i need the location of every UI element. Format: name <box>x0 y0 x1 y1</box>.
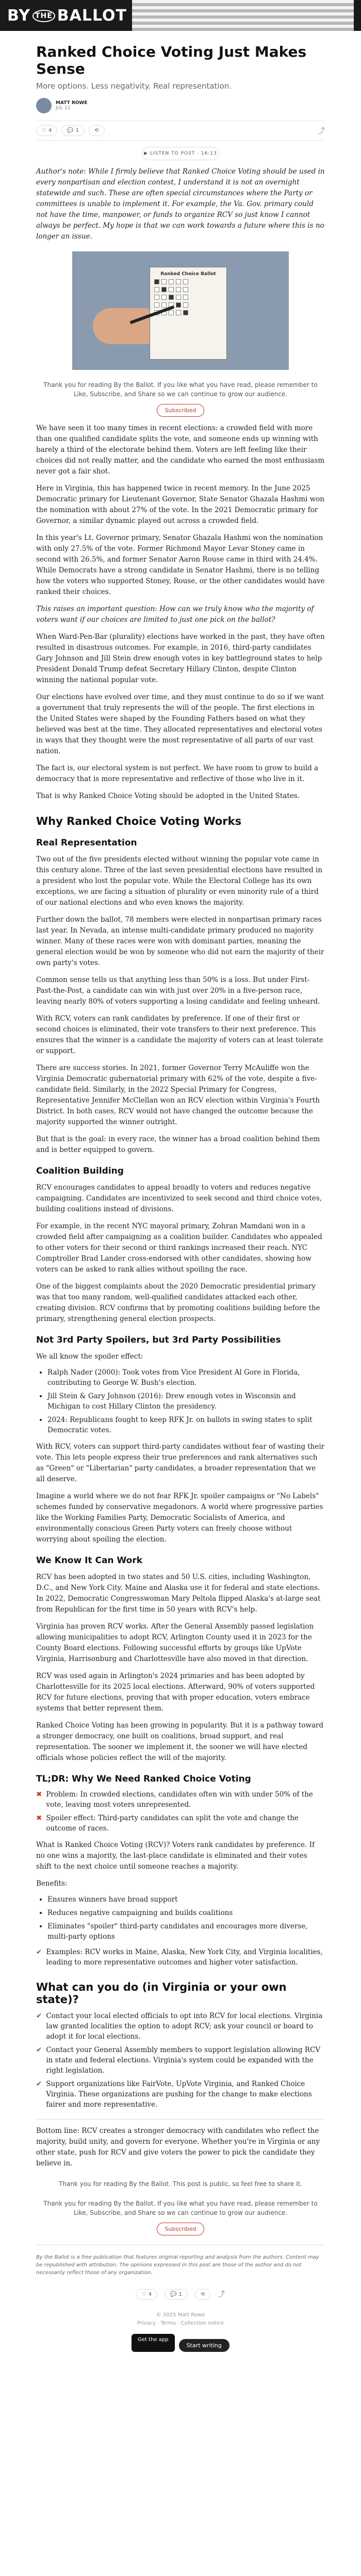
body-paragraph: Our elections have evolved over time, and they must continue to do so if we want a government that truly represents the will of the people. The first elections in the United States were shaped by the Founding Fathers based on what they believed was best at the time. They allocated representatives and electoral votes in ways that they thought were the most representative of all parts of our vast nation. <box>36 693 324 755</box>
body-paragraph: We have seen it too many times in recent elections: a crowded field with more than one qualified candidate splits the vote, and someone ends up winning with barely a third of the electorate behind them. Voters are left feeling like their choices did not really matter, and the candidate who earned the most enthusiasm never got a fair shot. <box>36 424 325 476</box>
spoiler-list <box>36 1367 325 1435</box>
like-button[interactable]: ♡ 4 <box>36 125 57 136</box>
post-actions <box>36 121 325 141</box>
heart-icon: ♡ <box>42 128 46 133</box>
restack-button[interactable] <box>89 125 104 136</box>
list-item: • Ralph Nader (2000): Took votes from Vice President Al Gore in Florida, contributing to George W. Bush's election. <box>47 1367 325 1388</box>
bottom-actions <box>36 2289 325 2300</box>
article <box>36 43 325 2367</box>
article-subtitle: More options. Less negativity. Real representation. <box>36 81 232 91</box>
body-paragraph: Common sense tells us that anything less than 50% is a loss. But under First-Past-the-Post, a candidate can win with just over 20% in a five-person race, leaving nearly 80% of voters supporting a losing candidate and feeling unheard. <box>36 976 320 1006</box>
problem-list <box>36 1789 325 1834</box>
body-paragraph: The fact is, our electoral system is not perfect. We have room to grow to build a democracy that is more representative and reflective of those who live in it. <box>36 764 319 783</box>
publication-banner[interactable] <box>0 0 361 31</box>
body-paragraph: Further down the ballot, 78 members were elected in nonpartisan primary races last year. In Nevada, an intense multi-candidate primary produced no majority winner. Many of these races were won with dominant parties, meaning the general election would be won by someone who did not earn the majority of their own party's votes. <box>36 916 324 967</box>
body-paragraph: One of the biggest complaints about the 2020 Democratic presidential primary was that too many random, well-qualified candidates attacked each other, creating division. RCV confirms that by promoting coalitions building before the primary, strengthening general election prospects. <box>36 1282 320 1323</box>
body-paragraph: RCV has been adopted in two states and 50 U.S. cities, including Washington, D.C., and New York City. Maine and Alaska use it for federal and state elections. In 2022, Democratic Congresswoman Mary Peltola flipped Alaska's at-large seat from Republican for the first time in 50 years with RCV's help. <box>36 1573 321 1614</box>
restack-icon: ⟲ <box>200 2292 205 2297</box>
like-button[interactable]: ♡ 4 <box>136 2289 157 2300</box>
app-bar <box>36 2334 325 2367</box>
body-paragraph: But that is the goal: in every race, the winner has a broad coalition behind them and is better equipped to govern. <box>36 1135 320 1154</box>
list-item: ✔ Contact your General Assembly members to support legislation allowing RCV in state and federal elections. Virginia's system could be expanded with the right legislation. <box>36 2046 321 2075</box>
list-item: • Ensures winners have broad support <box>47 1894 325 1905</box>
comment-button[interactable]: 💬 1 <box>165 2289 188 2300</box>
check-icon: ✔ <box>36 2012 42 2020</box>
author-name[interactable]: MATT ROWE <box>56 100 88 106</box>
body-paragraph: In this year's Lt. Governor primary, Senator Ghazala Hashmi won the nomination with only 27.5% of the vote. Former Richmond Mayor Levar Stoney came in second with 26.5%, and former Senator Aaron Rouse came in third with 24.4%. While Democrats have a strong candidate in Senator Hashmi, there is no telling how the voters who supported Stoney, Rouse, or the other candidates would have ranked their choices. <box>36 534 325 596</box>
body-paragraph: RCV was used again in Arlington's 2024 primaries and has been adopted by Charlottesville for its 2025 local elections. Afterward, 90% of voters supported RCV for future elections, proving that with proper education, voters embrace systems that better represent them. <box>36 1672 315 1713</box>
listen-button[interactable]: ▶ LISTEN TO POST · 16:13 <box>142 147 219 160</box>
author-avatar[interactable] <box>36 98 52 113</box>
body-paragraph: Two out of the five presidents elected without winning the popular vote came in this century alone. Three of the last seven presidential elections have resulted in a president who lost the popular vote. While the Electoral College has its own exceptions, we are facing a situation of plurality or even minority rule of a third of our national elections and who even knows the majority. <box>36 855 323 907</box>
section-heading: Why Ranked Choice Voting Works <box>36 815 242 827</box>
flag-graphic <box>132 0 354 31</box>
ballot-graphic: Ranked Choice Ballot <box>150 267 227 360</box>
byline <box>36 98 325 113</box>
comment-icon: 💬 <box>67 128 74 133</box>
subsection-heading: Not 3rd Party Spoilers, but 3rd Party Possibilities <box>36 1335 281 1345</box>
publish-date: JUL 12 <box>56 106 71 111</box>
action-list <box>36 2011 325 2110</box>
subscribe-text: Thank you for reading By the Ballot. If you like what you have read, please remember to Like, Subscribe, and Share so we can continue to grow our audience. <box>43 381 318 398</box>
body-paragraph: For example, in the recent NYC mayoral primary, Zohran Mamdani won in a crowded field after campaigning as a coalition builder. Candidates who appealed to other voters for their second or third rankings increased their reach. NYC Comptroller Brad Lander cross-endorsed with other candidates, showing how voters can be asked to rank allies without spoiling the race. <box>36 1222 322 1274</box>
list-item: • Reduces negative campaigning and builds coalitions <box>47 1908 325 1918</box>
subsection-heading: Real Representation <box>36 838 137 848</box>
body-paragraph: With RCV, voters can rank candidates by preference. If one of their first or second choices is eliminated, their vote transfers to their next preference. This ensures that the winner is a candidate the majority of voters can at least tolerate or support. <box>36 1014 323 1055</box>
list-item: ✖ Problem: In crowded elections, candidates often win with under 50% of the vote, leaving most voters unrepresented. <box>36 1790 313 1809</box>
list-item: • Eliminates "spoiler" third-party candidates and encourages more diverse, multi-party options <box>47 1921 325 1942</box>
site-footer <box>36 2311 325 2328</box>
body-paragraph: RCV encourages candidates to appeal broadly to voters and reduces negative campaigning. Candidates are incentivized to seek second and third choice votes, building coalitions instead of divisions. <box>36 1183 322 1213</box>
benefits-label: Benefits: <box>36 1879 68 1888</box>
footer-links[interactable]: Privacy · Terms · Collection notice <box>137 2320 224 2326</box>
subscribe-card <box>36 380 325 417</box>
check-icon: ✔ <box>36 2046 42 2054</box>
body-paragraph: That is why Ranked Choice Voting should be adopted in the United States. <box>36 792 300 800</box>
body-paragraph: There are success stories. In 2021, former Governor Terry McAuliffe won the Virginia Democratic gubernatorial primary with 62% of the vote, despite a five-candidate field. Similarly, in the 2022 Special Primary for Congress, Representative Jennifer McClellan won an RCV election within Virginia's Fourth District. In both cases, RCV would not have changed the outcome because the majority supported the winner outright. <box>36 1064 320 1126</box>
benefits-list <box>36 1894 325 1942</box>
article-title: Ranked Choice Voting Just Makes Sense <box>36 43 307 77</box>
cross-icon: ✖ <box>36 1790 42 1799</box>
list-item: • Jill Stein & Gary Johnson (2016): Drew enough votes in Wisconsin and Michigan to cost Hillary Clinton the presidency. <box>47 1391 325 1412</box>
list-item: ✔ Support organizations like FairVote, UpVote Virginia, and Ranked Choice Virginia. These organizations are pushing for the change to make elections fairer and more representative. <box>36 2080 312 2109</box>
comment-button[interactable]: 💬 1 <box>61 125 85 136</box>
list-item: ✖ Spoiler effect: Third-party candidates can split the vote and change the outcome of races. <box>36 1814 299 1833</box>
example-list <box>36 1947 325 1968</box>
subscribe-card-bottom <box>36 2199 325 2235</box>
body-paragraph: We all know the spoiler effect: <box>36 1352 143 1361</box>
publication-logo[interactable]: BY THE BALLOT <box>7 6 127 25</box>
list-item: ✔ Contact your local elected officials to opt into RCV for local elections. Virginia law granted localities the option to adopt RCV; ask your council or board to adopt it for local elections. <box>36 2012 323 2041</box>
disclaimer: By the Ballot is a free publication that features original reporting and analysis from the authors. Content may be republished with attribution. The opinions expressed in this post are those of the author and do not necessarily reflect those of any organization. <box>36 2255 319 2276</box>
divider <box>36 2119 325 2120</box>
check-icon: ✔ <box>36 2080 42 2088</box>
subsection-heading: TL;DR: Why We Need Ranked Choice Voting <box>36 1774 251 1784</box>
body-paragraph: This raises an important question: How can we truly know who the majority of voters want if our choices are limited to just one pick on the ballot? <box>36 605 314 624</box>
body-paragraph: What is Ranked Choice Voting (RCV)? Voters rank candidates by preference. If no one wins a majority, the last-place candidate is eliminated and their votes shift to the next choice until someone reaches a majority. <box>36 1841 315 1871</box>
list-item: ✔ Examples: RCV works in Maine, Alaska, New York City, and Virginia localities, leading to more representative outcomes and higher voter satisfaction. <box>36 1948 323 1967</box>
subsection-heading: We Know It Can Work <box>36 1555 143 1566</box>
bottom-line: Bottom line: RCV creates a stronger democracy with candidates who reflect the majority, build unity, and govern for everyone. Whether you're in Virginia or any other state, push for RCV and give voters the power to pick the candidate they believe in. <box>36 2127 320 2167</box>
copyright: © 2025 Matt Rowe <box>156 2312 205 2318</box>
start-writing-button[interactable]: Start writing <box>179 2339 229 2352</box>
body-paragraph: When Ward-Pen-Bar (plurality) elections have worked in the past, they have often resulted in disastrous outcomes. For example, in 2016, third-party candidates Gary Johnson and Jill Stein drew enough votes in key battleground states to help President Donald Trump defeat Secretary Hillary Clinton, despite Clinton winning the national popular vote. <box>36 633 325 684</box>
subscribe-text: Thank you for reading By the Ballot. If you like what you have read, please remember to Like, Subscribe, and Share so we can continue to grow our audience. <box>43 2200 318 2216</box>
hand-graphic <box>93 308 155 344</box>
subscribed-button[interactable]: Subscribed <box>157 2223 204 2235</box>
body-paragraph: Here in Virginia, this has happened twice in recent memory. In the June 2025 Democratic primary for Lieutenant Governor, State Senator Ghazala Hashmi won the nomination with about 27% of the vote. In the 2021 Democratic primary for Governor, a similar dynamic played out across a crowded field. <box>36 484 325 525</box>
restack-icon: ⟲ <box>94 128 99 133</box>
check-icon: ✔ <box>36 1948 42 1956</box>
restack-button[interactable] <box>195 2289 210 2300</box>
share-icon[interactable]: ⤴ <box>218 2291 225 2299</box>
comment-icon: 💬 <box>170 2292 177 2297</box>
author-note: Author's note: While I firmly believe that Ranked Choice Voting should be used in every nonpartisan and election contest, I understand it is not an overnight statewide and such. These are often special circumstances where the Party or committees is unable to implement it. For example, the Va. Gov. primary could not have the time, manpower, or funds to organize RCV so just know I cannot always be perfect. My hope is that we can work towards a future where this is no longer an issue. <box>36 167 325 241</box>
hero-image[interactable] <box>72 251 289 370</box>
heart-icon: ♡ <box>141 2292 146 2297</box>
share-card <box>36 2179 325 2189</box>
body-paragraph: Virginia has proven RCV works. After the General Assembly passed legislation allowing municipalities to adopt RCV, Arlington County used it in 2023 for the County Board elections. Following successful efforts by groups like UpVote Virginia, Harrisonburg and Charlottesville have also moved in that direction. <box>36 1622 314 1663</box>
body-paragraph: Imagine a world where we do not fear RFK Jr. spoiler campaigns or "No Labels" schemes funded by conservative megadonors. A world where progressive parties like the Working Families Party, Democratic Socialists of America, and environmentally conscious Green Party voters can freely choose without worrying about spoiling the election. <box>36 1492 323 1544</box>
subscribed-button[interactable]: Subscribed <box>157 404 204 417</box>
share-icon[interactable]: ⤴ <box>318 127 325 135</box>
body-paragraph: With RCV, voters can support third-party candidates without fear of wasting their vote. This lets people express their true preferences and rank alternatives such as "Green" or "Libertarian" party candidates, a broader representation that we all deserve. <box>36 1443 325 1483</box>
subsection-heading: Coalition Building <box>36 1166 124 1176</box>
list-item: • 2024: Republicans fought to keep RFK Jr. on ballots in swing states to split Democratic votes. <box>47 1415 325 1435</box>
cross-icon: ✖ <box>36 1814 42 1822</box>
get-app-button[interactable]: Get the app <box>132 2334 174 2352</box>
section-heading: What can you do (in Virginia or your own state)? <box>36 1981 287 2006</box>
share-text: Thank you for reading By the Ballot. This post is public, so feel free to share it. <box>59 2180 302 2188</box>
body-paragraph: Ranked Choice Voting has been growing in popularity. But it is a pathway toward a stronger democracy, one built on coalitions, broad support, and real representation. The sooner we implement it, the sooner we will have elected officials whose policies reflect the will of the majority. <box>36 1721 324 1762</box>
